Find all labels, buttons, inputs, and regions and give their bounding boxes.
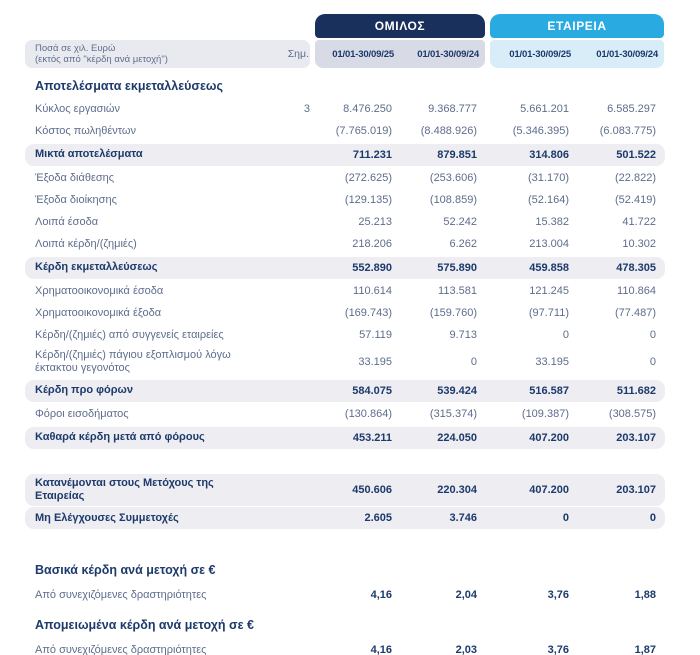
row-label-cell bbox=[25, 194, 275, 207]
row-label: Λοιπά κέρδη/(ζημιές) bbox=[35, 237, 137, 250]
table-row bbox=[25, 507, 665, 529]
row-label: Κατανέμονται στους Μετόχους της Εταιρείας bbox=[35, 476, 214, 502]
cell-value: (308.575) bbox=[608, 408, 656, 420]
table-row bbox=[25, 98, 665, 120]
cell-value: 224.050 bbox=[437, 431, 477, 444]
cell-value: 2,04 bbox=[455, 589, 477, 601]
row-label-cell bbox=[25, 589, 275, 602]
row-label-cell bbox=[25, 564, 665, 577]
row-label: Από συνεχιζόμενες δραστηριότητες bbox=[35, 588, 207, 601]
row-label: Χρηματοοικονομικά έξοδα bbox=[35, 306, 162, 319]
cell-value: (8.488.926) bbox=[420, 125, 477, 137]
row-label: Κύκλος εργασιών bbox=[35, 102, 121, 115]
cell-value: 33.195 bbox=[358, 356, 392, 368]
row-label-cell bbox=[25, 307, 275, 320]
cell-value: (52.419) bbox=[615, 194, 656, 206]
row-label: Κέρδη εκμεταλλεύσεως bbox=[35, 261, 158, 273]
cell-value: 3.746 bbox=[449, 512, 477, 524]
row-label: Χρηματοοικονομικά έσοδα bbox=[35, 284, 164, 297]
section-heading-row bbox=[25, 614, 665, 638]
period-header: 01/01-30/09/25 bbox=[332, 48, 394, 60]
cell-value: (22.822) bbox=[615, 172, 656, 184]
cell-value: 213.004 bbox=[529, 238, 569, 250]
row-label-cell bbox=[25, 384, 275, 397]
cell-value: 407.200 bbox=[529, 431, 569, 444]
cell-value: (130.864) bbox=[344, 408, 392, 420]
cell-value: (5.346.395) bbox=[512, 125, 569, 137]
row-label-cell bbox=[25, 125, 275, 138]
cell-value: (169.743) bbox=[344, 307, 392, 319]
cell-value: (159.760) bbox=[429, 307, 477, 319]
table-row bbox=[25, 346, 665, 378]
cell-value: (272.625) bbox=[344, 172, 392, 184]
row-label: Βασικά κέρδη ανά μετοχή σε € bbox=[35, 563, 216, 577]
group-header-spacer bbox=[25, 14, 315, 38]
section-heading-row bbox=[25, 74, 665, 98]
cell-value: 0 bbox=[649, 512, 656, 524]
cell-value: 9.368.777 bbox=[428, 103, 477, 115]
cell-value: 552.890 bbox=[352, 261, 392, 274]
cell-value: 0 bbox=[649, 329, 656, 341]
period-header: 01/01-30/09/24 bbox=[417, 48, 479, 60]
row-label-cell bbox=[25, 103, 275, 116]
row-label-cell bbox=[25, 349, 275, 375]
row-label-cell bbox=[25, 216, 275, 229]
row-label: Κόστος πωληθέντων bbox=[35, 124, 137, 137]
table-row bbox=[25, 380, 665, 402]
cell-value: 203.107 bbox=[616, 431, 656, 444]
cell-value: 0 bbox=[562, 329, 569, 341]
cell-value: 450.606 bbox=[352, 483, 392, 496]
cell-value: 575.890 bbox=[437, 261, 477, 274]
cell-value: 33.195 bbox=[535, 356, 569, 368]
cell-value: 3,76 bbox=[547, 644, 569, 655]
cell-value: (77.487) bbox=[615, 307, 656, 319]
table-row bbox=[25, 280, 665, 302]
cell-value: 57.119 bbox=[359, 329, 392, 341]
row-spacer bbox=[25, 531, 665, 553]
table-row bbox=[25, 638, 665, 655]
row-label: Μη Ελέγχουσες Συμμετοχές bbox=[35, 511, 179, 524]
cell-value: 203.107 bbox=[616, 483, 656, 496]
cell-value: 407.200 bbox=[529, 483, 569, 496]
cell-value: 0 bbox=[649, 356, 656, 368]
period-header: 01/01-30/09/24 bbox=[596, 48, 658, 60]
cell-value: 52.242 bbox=[443, 216, 477, 228]
cell-value: (97.711) bbox=[528, 307, 569, 319]
note-ref-cell: 3 bbox=[303, 103, 310, 115]
cell-value: (315.374) bbox=[429, 408, 477, 420]
cell-value: 0 bbox=[562, 512, 569, 524]
cell-value: (253.606) bbox=[429, 172, 477, 184]
cell-value: 4,16 bbox=[370, 589, 392, 601]
table-row bbox=[25, 403, 665, 425]
row-label-cell bbox=[25, 238, 275, 251]
cell-value: 218.206 bbox=[352, 238, 392, 250]
row-label: Λοιπά έσοδα bbox=[35, 215, 99, 228]
cell-value: 539.424 bbox=[437, 384, 477, 397]
etaireia-period-band bbox=[490, 40, 664, 68]
group-header-etaireia: ΕΤΑΙΡΕΙΑ bbox=[490, 14, 664, 38]
cell-value: 10.302 bbox=[622, 238, 656, 250]
table-body bbox=[25, 74, 665, 655]
row-label-cell bbox=[25, 80, 665, 93]
cell-value: 6.262 bbox=[449, 238, 477, 250]
cell-value: 511.682 bbox=[616, 384, 656, 397]
cell-value: 110.864 bbox=[617, 285, 656, 297]
row-label-cell bbox=[25, 172, 275, 185]
cell-value: 516.587 bbox=[529, 384, 569, 397]
row-label: Έξοδα διοίκησης bbox=[35, 193, 117, 206]
row-spacer bbox=[25, 450, 665, 472]
cell-value: 314.806 bbox=[529, 148, 569, 161]
cell-value: 4,16 bbox=[370, 644, 392, 655]
cell-value: 121.245 bbox=[529, 285, 569, 297]
cell-value: 2,03 bbox=[455, 644, 477, 655]
row-label: Καθαρά κέρδη μετά από φόρους bbox=[35, 431, 205, 443]
group-header-row bbox=[25, 14, 665, 38]
row-label-cell bbox=[25, 431, 275, 444]
table-row bbox=[25, 474, 665, 506]
table-row bbox=[25, 427, 665, 449]
column-header-row bbox=[25, 40, 665, 68]
cell-value: 25.213 bbox=[358, 216, 392, 228]
table-row bbox=[25, 120, 665, 142]
cell-value: 1,88 bbox=[634, 589, 656, 601]
cell-value: 8.476.250 bbox=[343, 103, 392, 115]
row-label-cell bbox=[25, 512, 275, 525]
row-label-cell bbox=[25, 285, 275, 298]
period-header: 01/01-30/09/25 bbox=[509, 48, 571, 60]
row-label-cell bbox=[25, 148, 275, 161]
row-label: Φόροι εισοδήματος bbox=[35, 407, 129, 420]
row-label: Από συνεχιζόμενες δραστηριότητες bbox=[35, 643, 207, 655]
table-row bbox=[25, 167, 665, 189]
omilos-period-band bbox=[315, 40, 485, 68]
table-row bbox=[25, 144, 665, 166]
cell-value: 5.661.201 bbox=[520, 103, 569, 115]
group-header-omilos: ΟΜΙΛΟΣ bbox=[315, 14, 485, 38]
row-label-cell bbox=[25, 261, 275, 274]
cell-value: 15.382 bbox=[535, 216, 569, 228]
row-label: Κέρδη/(ζημιές) από συγγενείς εταιρείες bbox=[35, 328, 224, 341]
row-label: Κέρδη/(ζημιές) πάγιου εξοπλισμού λόγω έκτακτου γεγονότος bbox=[35, 349, 231, 374]
cell-value: (108.859) bbox=[429, 194, 477, 206]
cell-value: 110.614 bbox=[353, 285, 392, 297]
cell-value: 478.305 bbox=[616, 261, 656, 274]
cell-value: (52.164) bbox=[528, 194, 569, 206]
cell-value: (129.135) bbox=[344, 194, 392, 206]
cell-value: 453.211 bbox=[352, 431, 392, 444]
cell-value: 0 bbox=[470, 356, 477, 368]
cell-value: (6.083.775) bbox=[599, 125, 656, 137]
cell-value: 113.581 bbox=[438, 285, 477, 297]
income-statement-table bbox=[25, 14, 665, 655]
row-label: Κέρδη προ φόρων bbox=[35, 384, 133, 396]
row-label: Μικτά αποτελέσματα bbox=[35, 148, 143, 160]
cell-value: 879.851 bbox=[437, 148, 477, 161]
table-row bbox=[25, 583, 665, 608]
row-label-cell bbox=[25, 644, 275, 655]
cell-value: 459.858 bbox=[529, 261, 569, 274]
section-heading-row bbox=[25, 559, 665, 583]
cell-value: (31.170) bbox=[528, 172, 569, 184]
cell-value: 584.075 bbox=[352, 384, 392, 397]
row-label: Απομειωμένα κέρδη ανά μετοχή σε € bbox=[35, 618, 254, 632]
cell-value: (7.765.019) bbox=[335, 125, 392, 137]
table-row bbox=[25, 302, 665, 324]
units-caption-line1: Ποσά σε χιλ. Ευρώ bbox=[35, 43, 116, 54]
cell-value: 711.231 bbox=[352, 148, 392, 161]
row-label-cell bbox=[25, 408, 275, 421]
cell-value: 9.713 bbox=[449, 329, 477, 341]
row-label-cell bbox=[25, 477, 275, 503]
caption-band bbox=[25, 40, 310, 68]
row-label: Έξοδα διάθεσης bbox=[35, 171, 115, 184]
table-row bbox=[25, 257, 665, 279]
units-caption bbox=[35, 43, 168, 65]
table-row bbox=[25, 233, 665, 255]
table-row bbox=[25, 211, 665, 233]
row-label: Αποτελέσματα εκμεταλλεύσεως bbox=[35, 78, 223, 93]
table-row bbox=[25, 324, 665, 346]
cell-value: 41.722 bbox=[622, 216, 656, 228]
note-column-header: Σημ. bbox=[287, 48, 309, 60]
row-label-cell bbox=[25, 619, 665, 632]
row-label-cell bbox=[25, 329, 275, 342]
cell-value: 501.522 bbox=[616, 148, 656, 161]
cell-value: 6.585.297 bbox=[607, 103, 656, 115]
table-row bbox=[25, 189, 665, 211]
cell-value: 2.605 bbox=[364, 512, 392, 524]
units-caption-line2: (εκτός από "κέρδη ανά μετοχή") bbox=[35, 54, 168, 65]
cell-value: 220.304 bbox=[437, 483, 477, 496]
cell-value: 1,87 bbox=[634, 644, 656, 655]
cell-value: (109.387) bbox=[521, 408, 569, 420]
cell-value: 3,76 bbox=[547, 589, 569, 601]
